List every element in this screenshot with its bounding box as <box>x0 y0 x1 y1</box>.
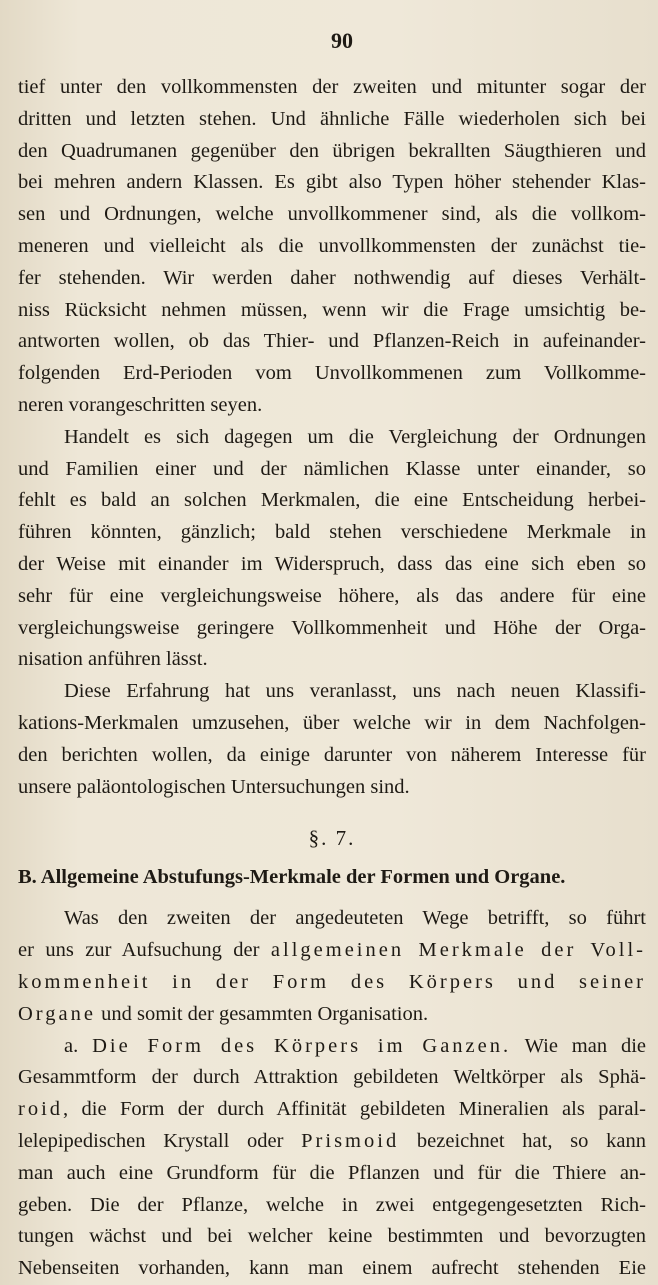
text-line: niss Rücksicht nehmen müssen, wenn wir die Frage umsichtig be- <box>18 298 646 321</box>
text-line: meneren und vielleicht als die unvollkommensten der zunächst tie- <box>18 234 646 257</box>
emphasized-text: Organe <box>18 1002 96 1025</box>
text-line <box>18 935 646 967</box>
text-line <box>18 1126 646 1158</box>
text-segment: lelepipedischen Krystall oder <box>18 1129 302 1152</box>
text-line: sehr für eine vergleichungsweise höhere, als das andere für eine <box>18 584 646 607</box>
text-line <box>18 999 646 1031</box>
text-line: bei mehren andern Klassen. Es gibt also Typen höher stehender Klas- <box>18 171 646 194</box>
text-line <box>18 1094 646 1126</box>
paragraph-4 <box>18 903 646 1030</box>
text-segment: und somit der gesammten Organisation. <box>95 1002 429 1025</box>
text-line: Diese Erfahrung hat uns veranlasst, uns nach neuen Klassifi- <box>64 680 646 703</box>
emphasized-text: Prismoid <box>301 1129 400 1152</box>
section-heading: B. Allgemeine Abstufungs-Merkmale der Formen und Organe. <box>18 866 566 889</box>
text-line: unsere paläontologischen Untersuchungen sind. <box>18 775 410 798</box>
text-line: den berichten wollen, da einige darunter von näherem Interesse für <box>18 743 646 766</box>
text-segment: Wie man die <box>511 1034 646 1057</box>
text-line: antworten wollen, ob das Thier- und Pflanzen-Reich in aufeinander- <box>18 330 646 353</box>
text-segment: er uns zur Aufsuchung der <box>18 939 271 962</box>
text-line: fehlt es bald an solchen Merkmalen, die eine Entscheidung herbei- <box>18 489 646 512</box>
paragraph-5 <box>18 1031 646 1285</box>
text-line <box>18 1031 646 1063</box>
paragraph-1 <box>18 72 646 422</box>
text-line: tief unter den vollkommensten der zweiten und mitunter sogar der <box>18 76 646 98</box>
page-number: 90 <box>331 28 353 53</box>
text-line: der Weise mit einander im Widerspruch, dass das eine sich eben so <box>18 552 646 575</box>
text-segment: bezeichnet hat, so kann <box>399 1129 646 1152</box>
text-line: Nebenseiten vorhanden, kann man einem aufrecht stehenden Eie <box>18 1257 646 1280</box>
text-line: vergleichungsweise geringere Vollkommenheit und Höhe der Orga- <box>18 616 646 639</box>
emphasized-text: Die Form des Körpers im Ganzen. <box>92 1034 512 1057</box>
section-number: §. 7. <box>308 826 356 851</box>
text-line: nisation anführen lässt. <box>18 648 208 671</box>
text-line: fer stehenden. Wir werden daher nothwendig auf dieses Verhält- <box>18 266 646 289</box>
text-line: führen könnten, gänzlich; bald stehen verschiedene Merkmale in <box>18 521 646 544</box>
text-line: Was den zweiten der angedeuteten Wege betrifft, so führt <box>64 907 646 930</box>
paragraph-2 <box>18 422 646 676</box>
text-line: Gesammtform der durch Attraktion gebildeten Weltkörper als Sphä- <box>18 1066 646 1089</box>
text-segment: a. <box>64 1034 93 1057</box>
text-line: geben. Die der Pflanze, welche in zwei entgegengesetzten Rich- <box>18 1193 646 1216</box>
text-line: folgenden Erd-Perioden vom Unvollkommenen zum Vollkomme- <box>18 362 646 385</box>
text-line: Handelt es sich dagegen um die Vergleichung der Ordnungen <box>64 425 646 448</box>
paragraph-3 <box>18 676 646 803</box>
text-line: und Familien einer und der nämlichen Klasse unter einander, so <box>18 457 646 480</box>
emphasized-text: allgemeinen Merkmale der Voll- <box>270 939 646 962</box>
text-line: neren vorangeschritten seyen. <box>18 393 263 416</box>
text-line: kations-Merkmalen umzusehen, über welche wir in dem Nachfolgen- <box>18 711 646 734</box>
text-line: man auch eine Grundform für die Pflanzen und für die Thiere an- <box>18 1161 646 1184</box>
emphasized-text: roid <box>18 1098 64 1121</box>
text-line: tungen wächst und bei welcher keine bestimmten und bevorzugten <box>18 1225 646 1248</box>
text-segment: , die Form der durch Affinität gebildeten Mineralien als paral- <box>63 1098 646 1121</box>
text-line: dritten und letzten stehen. Und ähnliche Fälle wiederholen sich bei <box>18 107 646 130</box>
text-line: den Quadrumanen gegenüber den übrigen bekrallten Säugthieren und <box>18 139 646 162</box>
book-page <box>18 26 646 1285</box>
text-line: sen und Ordnungen, welche unvollkommener sind, als die vollkom- <box>18 203 646 226</box>
emphasized-text: kommenheit in der Form des Körpers und seiner <box>18 970 646 993</box>
